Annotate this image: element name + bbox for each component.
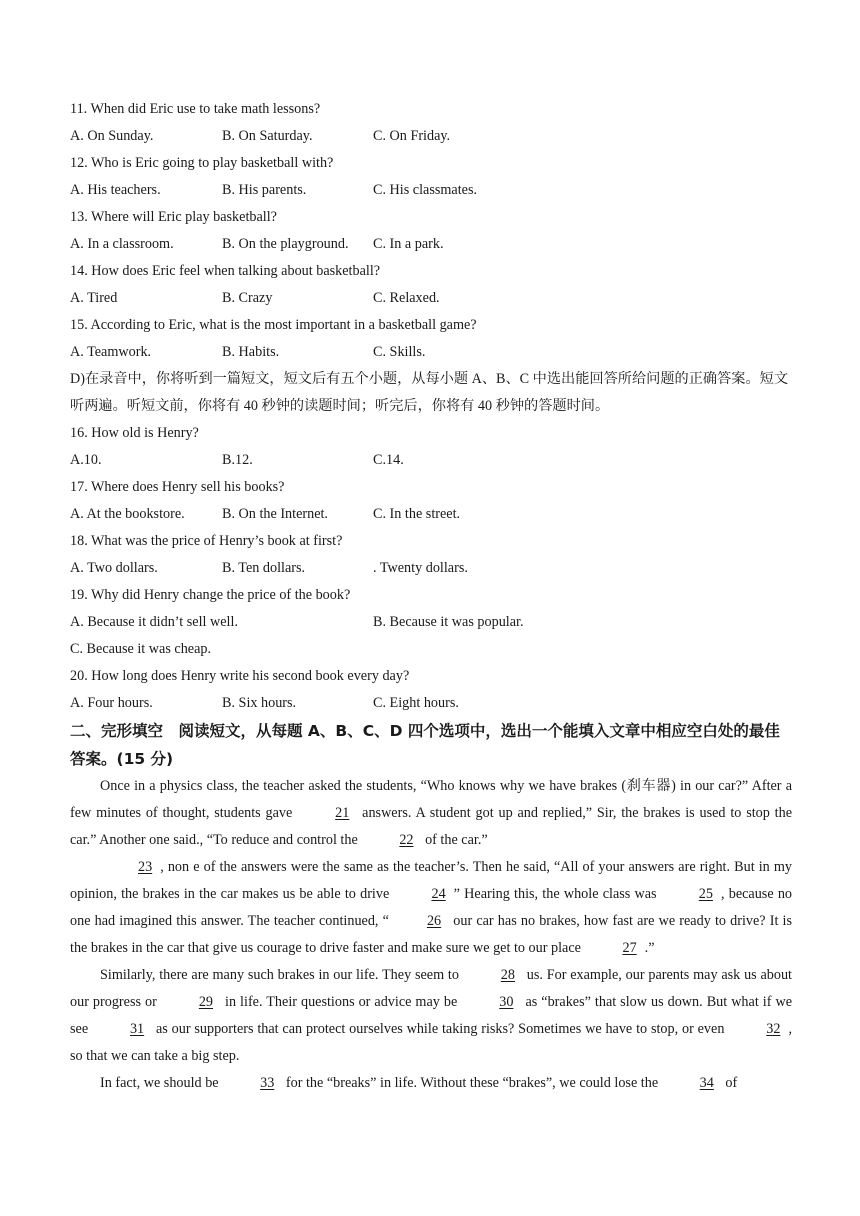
- question-15: 15. According to Eric, what is the most important in a basketball game?: [70, 317, 477, 333]
- option-c: C.14.: [373, 452, 404, 468]
- option-c: C. Relaxed.: [373, 290, 440, 306]
- option-c: C. In a park.: [373, 236, 444, 252]
- option-a: A.10.: [70, 452, 102, 468]
- options-15: [70, 339, 792, 366]
- option-a: A. Two dollars.: [70, 560, 158, 576]
- option-c: C. Eight hours.: [373, 695, 459, 711]
- blank-27: 27: [622, 940, 637, 956]
- text: In fact, we should be: [100, 1075, 223, 1091]
- question-14: 14. How does Eric feel when talking about basketball?: [70, 263, 381, 279]
- question-17: 17. Where does Henry sell his books?: [70, 479, 285, 495]
- options-14: [70, 285, 792, 312]
- options-13: [70, 231, 792, 258]
- options-19-ab: [70, 609, 792, 636]
- options-16: [70, 447, 792, 474]
- option-a: A. Teamwork.: [70, 344, 152, 360]
- blank-34: 34: [699, 1075, 714, 1091]
- question-16: 16. How old is Henry?: [70, 425, 199, 441]
- option-b: B. Because it was popular.: [373, 614, 524, 630]
- cloze-paragraph-2: [70, 854, 792, 962]
- question-20: 20. How long does Henry write his second book every day?: [70, 668, 410, 684]
- option-b: B. Ten dollars.: [222, 560, 306, 576]
- option-b: B. Habits.: [222, 344, 280, 360]
- question-18: 18. What was the price of Henry’s book at first?: [70, 533, 343, 549]
- option-b: B. Crazy: [222, 290, 273, 306]
- option-c: C. His classmates.: [373, 182, 478, 198]
- option-c: . Twenty dollars.: [373, 560, 468, 576]
- options-20: [70, 690, 792, 717]
- blank-29: 29: [198, 994, 214, 1010]
- blank-25: 25: [698, 886, 713, 902]
- question-11: 11. When did Eric use to take math lessons?: [70, 101, 321, 117]
- options-18: [70, 555, 792, 582]
- text: us. For example, our parents may ask us about our progress or: [70, 967, 792, 1010]
- option-a: A. In a classroom.: [70, 236, 174, 252]
- text: , because no one had imagined this answer. The teacher continued, “: [70, 886, 793, 929]
- option-a: A. His teachers.: [70, 182, 161, 198]
- text: Similarly, there are many such brakes in our life. They seem to: [100, 967, 463, 983]
- option-c: C. Skills.: [373, 344, 426, 360]
- text: , so that we can take a big step.: [70, 1021, 792, 1064]
- text: .”: [644, 940, 655, 956]
- option-b: B. On the Internet.: [222, 506, 328, 522]
- exam-page: [70, 96, 792, 1097]
- cloze-paragraph-1: [70, 773, 792, 854]
- options-12: [70, 177, 792, 204]
- options-11: [70, 123, 792, 150]
- text: as our supporters that can protect ourselves while taking risks? Sometimes we have to stop, or even: [152, 1021, 729, 1037]
- blank-30: 30: [499, 994, 514, 1010]
- option-b: B. On Saturday.: [222, 128, 313, 144]
- blank-32: 32: [766, 1021, 781, 1037]
- text: Once in a physics class, the teacher asked the students, “Who knows why we have brakes (刹车器) in our car?” After a few minutes of thought, students gave: [70, 778, 792, 821]
- option-a: A. Tired: [70, 290, 118, 306]
- blank-24: 24: [431, 886, 446, 902]
- blank-23: 23: [138, 859, 153, 875]
- blank-26: 26: [426, 913, 442, 929]
- text: , non e of the answers were the same as the teacher’s. Then he said, “All of your answers are right. But in my opinion, the brakes in the car makes us be able to drive: [70, 859, 792, 902]
- blank-21: 21: [335, 805, 350, 821]
- text: of the car.”: [421, 832, 488, 848]
- text: for the “breaks” in life. Without these “brakes”, we could lose the: [282, 1075, 662, 1091]
- option-b: B.12.: [222, 452, 253, 468]
- question-12: 12. Who is Eric going to play basketball with?: [70, 155, 334, 171]
- section-d-instructions: D)在录音中，你将听到一篇短文，短文后有五个小题，从每小题 A、B、C 中选出能回答所给问题的正确答案。短文听两遍。听短文前，你将有 40 秒钟的读题时间；听完后，你将有 40 秒钟的答题时间。: [70, 371, 789, 414]
- option-c: C. In the street.: [373, 506, 461, 522]
- text: as “brakes” that slow us down. But what if we see: [70, 994, 792, 1037]
- option-a: A. At the bookstore.: [70, 506, 185, 522]
- blank-31: 31: [129, 1021, 145, 1037]
- option-a: A. Four hours.: [70, 695, 153, 711]
- option-b: B. His parents.: [222, 182, 307, 198]
- question-19: 19. Why did Henry change the price of the book?: [70, 587, 351, 603]
- cloze-heading: 二、完形填空 阅读短文，从每题 A、B、C、D 四个选项中，选出一个能填入文章中相应空白处的最佳答案。(15 分): [70, 722, 780, 768]
- question-13: 13. Where will Eric play basketball?: [70, 209, 277, 225]
- text: answers. A student got up and replied,” Sir, the brakes is used to stop the car.” Another one said., “To reduce and control the: [70, 805, 792, 848]
- option-a: A. Because it didn’t sell well.: [70, 614, 238, 630]
- cloze-paragraph-4: [70, 1070, 792, 1097]
- blank-22: 22: [399, 832, 414, 848]
- options-17: [70, 501, 792, 528]
- option-c: C. Because it was cheap.: [70, 641, 212, 657]
- option-c: C. On Friday.: [373, 128, 451, 144]
- cloze-paragraph-3: [70, 962, 792, 1070]
- blank-33: 33: [260, 1075, 275, 1091]
- text: ” Hearing this, the whole class was: [453, 886, 661, 902]
- option-b: B. On the playground.: [222, 236, 349, 252]
- blank-28: 28: [500, 967, 515, 983]
- option-b: B. Six hours.: [222, 695, 297, 711]
- text: our car has no brakes, how fast are we ready to drive? It is the brakes in the car that give us courage to drive faster and make sure we get to our place: [70, 913, 792, 956]
- option-a: A. On Sunday.: [70, 128, 154, 144]
- text: of: [721, 1075, 738, 1091]
- text: in life. Their questions or advice may be: [221, 994, 462, 1010]
